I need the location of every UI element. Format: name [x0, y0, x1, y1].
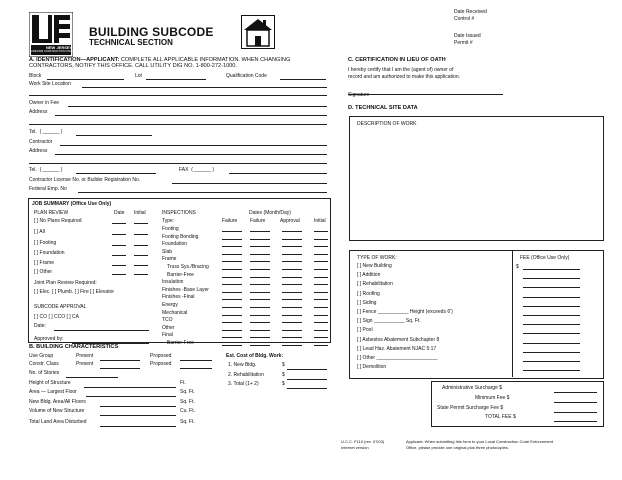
- applicant-note-1: Applicant: When submitting this form to your Local Construction Code Enforcement: [406, 439, 553, 444]
- contractor-field[interactable]: [60, 139, 327, 146]
- approval-header: Approval: [280, 218, 300, 224]
- inspection-entry-line[interactable]: [314, 292, 328, 293]
- constr-class-proposed-label: Proposed: [150, 361, 172, 367]
- type-of-work-item[interactable]: [ ] Fence ___________ Height (exceeds 6'): [357, 309, 453, 315]
- admin-surcharge-label: Administrative Surcharge $: [442, 385, 503, 391]
- inspection-entry-line[interactable]: [222, 254, 242, 255]
- owner-tel-label: [29, 129, 62, 135]
- fee-entry-line[interactable]: [523, 269, 580, 270]
- inspection-entry-line[interactable]: [250, 239, 270, 240]
- qualification-code-label: Qualification Code: [226, 73, 267, 79]
- plan-date-header: Date: [114, 210, 125, 216]
- admin-surcharge-field[interactable]: [554, 386, 597, 393]
- state-surcharge-field[interactable]: [554, 406, 597, 413]
- fee-entry-line[interactable]: [523, 324, 580, 325]
- plan-initial-line: [134, 223, 148, 224]
- inspection-item: Slab: [162, 248, 173, 255]
- use-group-present-label: Present: [76, 353, 94, 359]
- plan-review-item[interactable]: [ ] All: [34, 229, 45, 235]
- certification-text-2: record and am authorized to make this application.: [348, 74, 461, 80]
- plan-date-line: [112, 274, 126, 275]
- fee-entry-line[interactable]: [523, 333, 580, 334]
- inspection-entry-line[interactable]: [250, 322, 270, 323]
- inspection-entry-line[interactable]: [250, 345, 270, 346]
- height-unit: Ft.: [180, 380, 186, 386]
- plan-review-item[interactable]: [ ] Footing: [34, 240, 57, 246]
- no-of-stories-label: No. of Stories: [29, 370, 60, 376]
- contractor-tel-label: [29, 167, 62, 173]
- block-label: Block: [29, 73, 42, 79]
- inspection-entry-line[interactable]: [314, 261, 328, 262]
- total-fee-label: TOTAL FEE $: [485, 414, 516, 420]
- minimum-fee-field[interactable]: [554, 396, 597, 403]
- plan-initial-line: [134, 265, 148, 266]
- lot-field[interactable]: [146, 73, 206, 80]
- inspection-entry-line[interactable]: [222, 231, 242, 232]
- new-bldg-area-unit: Sq. Ft.: [180, 399, 195, 405]
- signature-field[interactable]: [348, 88, 503, 95]
- house-icon: [241, 15, 275, 49]
- section-a-instructions: COMPLETE ALL APPLICABLE INFORMATION. WHEN CHANGING: [120, 57, 291, 63]
- inspection-entry-line[interactable]: [222, 246, 242, 247]
- cost-rehab-field[interactable]: [287, 373, 327, 380]
- inspection-entry-line[interactable]: [222, 284, 242, 285]
- inspection-entry-line[interactable]: [222, 322, 242, 323]
- license-no-field[interactable]: [172, 177, 327, 184]
- inspection-item: Final: [162, 332, 173, 339]
- total-land-area-label: Total Land Area Disturbed: [29, 419, 87, 425]
- work-site-location-field[interactable]: [82, 81, 327, 88]
- approval-date-label: Date:: [34, 323, 46, 329]
- failure-header-1: Failure: [222, 218, 238, 224]
- inspection-entry-line[interactable]: [282, 261, 302, 262]
- qualification-code-field[interactable]: [280, 73, 326, 80]
- date-received-label: Date Received: [454, 9, 487, 15]
- fee-entry-line[interactable]: [523, 278, 580, 279]
- inspections-heading: INSPECTIONS: [162, 210, 196, 216]
- owner-tel-text: Tel.: [29, 129, 37, 135]
- fee-entry-line[interactable]: [523, 306, 580, 307]
- inspection-item: Footing Bonding: [162, 233, 199, 240]
- plan-initial-line: [134, 234, 148, 235]
- contractor-tel-area: ( ______ ): [39, 167, 63, 173]
- fee-entry-line[interactable]: [523, 315, 580, 316]
- inspection-entry-line[interactable]: [282, 292, 302, 293]
- inspection-entry-line[interactable]: [222, 315, 242, 316]
- inspection-item: Finishes -Base Layer: [162, 286, 209, 293]
- fax-area: ( ______ ): [191, 167, 215, 173]
- inspection-entry-line[interactable]: [314, 269, 328, 270]
- section-d-heading: D. TECHNICAL SITE DATA: [348, 105, 418, 111]
- inspection-entry-line[interactable]: [250, 337, 270, 338]
- no-of-stories-field[interactable]: [66, 371, 118, 378]
- inspection-entry-line[interactable]: [222, 269, 242, 270]
- initial-header: Initial: [314, 218, 326, 224]
- license-no-label: Contractor License No. or Builder Registration No.: [29, 177, 141, 183]
- fee-dollar: $: [516, 264, 519, 270]
- inspection-entry-line[interactable]: [250, 277, 270, 278]
- inspection-entry-line[interactable]: [250, 284, 270, 285]
- inspection-entry-line[interactable]: [250, 292, 270, 293]
- lot-label: Lot: [135, 73, 142, 79]
- fax-label: [179, 167, 214, 173]
- certification-text-1: I hereby certify that I am the (agent of) owner of: [348, 67, 454, 73]
- inspection-entry-line[interactable]: [314, 299, 328, 300]
- inspection-entry-line[interactable]: [282, 239, 302, 240]
- inspection-entry-line[interactable]: [250, 299, 270, 300]
- new-bldg-area-label: New Bldg. Area/All Floors: [29, 399, 86, 405]
- inspection-item: Insulation: [162, 279, 184, 286]
- signature-label: Signature: [348, 92, 370, 98]
- inspection-entry-line[interactable]: [250, 307, 270, 308]
- inspection-item: Mechanical: [162, 309, 188, 316]
- owner-in-fee-field[interactable]: [68, 100, 327, 107]
- inspection-entry-line[interactable]: [314, 277, 328, 278]
- cost-total-field[interactable]: [287, 382, 327, 389]
- fee-entry-line[interactable]: [523, 297, 580, 298]
- inspection-item: Foundation: [162, 241, 188, 248]
- work-site-location-label: Work Site Location: [29, 81, 71, 87]
- fax-text: FAX: [179, 167, 189, 173]
- inspection-entry-line[interactable]: [222, 337, 242, 338]
- inspection-entry-line[interactable]: [282, 299, 302, 300]
- plan-initial-header: Initial: [134, 210, 146, 216]
- contractor-address-label: Address: [29, 148, 48, 154]
- fee-divider: [512, 250, 513, 377]
- contractor-tel-text: Tel.: [29, 167, 37, 173]
- cost-new-bldg-field[interactable]: [287, 363, 327, 370]
- cost-dollar-1: $: [282, 362, 285, 368]
- fee-entry-line[interactable]: [523, 287, 580, 288]
- volume-unit: Cu. Ft.: [180, 408, 196, 414]
- inspection-entry-line[interactable]: [314, 239, 328, 240]
- inspection-entry-line[interactable]: [282, 277, 302, 278]
- plan-date-line: [112, 265, 126, 266]
- section-c-heading: C. CERTIFICATION IN LIEU OF OATH: [348, 57, 446, 63]
- inspection-entry-line[interactable]: [282, 254, 302, 255]
- applicant-note-2: Office, please provide one original plus three photocopies.: [406, 445, 509, 450]
- inspection-item: Other: [162, 324, 175, 331]
- inspection-entry-line[interactable]: [314, 322, 328, 323]
- inspection-entry-line[interactable]: [314, 330, 328, 331]
- approval-date-field[interactable]: [54, 324, 149, 331]
- inspection-entry-line[interactable]: [222, 330, 242, 331]
- type-of-work-item[interactable]: [ ] New Building: [357, 263, 392, 269]
- constr-class-label: Constr. Class: [29, 361, 59, 367]
- fax-field[interactable]: [229, 167, 327, 174]
- inspection-entry-line[interactable]: [222, 261, 242, 262]
- section-a-instructions-line2: CONTRACTORS, NOTIFY THIS OFFICE. CALL UTILITY DIG NO. 1-800-272-1000.: [29, 63, 237, 69]
- inspection-entry-line[interactable]: [282, 345, 302, 346]
- inspection-entry-line[interactable]: [314, 231, 328, 232]
- area-largest-floor-field[interactable]: [86, 390, 176, 397]
- plan-review-item[interactable]: [ ] Foundation: [34, 250, 65, 256]
- approved-by-field[interactable]: [72, 337, 149, 344]
- description-of-work-label: DESCRIPTION OF WORK: [357, 121, 417, 127]
- inspection-item: Barrier-Free: [167, 271, 194, 278]
- total-land-area-field[interactable]: [100, 420, 176, 427]
- work-site-location-field-2[interactable]: [29, 89, 327, 96]
- plan-date-line: [112, 245, 126, 246]
- inspection-entry-line[interactable]: [250, 254, 270, 255]
- fee-entry-line[interactable]: [523, 343, 580, 344]
- inspection-item: Barrier-Free: [167, 340, 194, 346]
- inspection-entry-line[interactable]: [282, 315, 302, 316]
- type-of-work-item[interactable]: [ ] Asbestos Abatement Subchapter 8: [357, 336, 440, 343]
- contractor-label: Contractor: [29, 139, 53, 145]
- inspection-entry-line[interactable]: [222, 307, 242, 308]
- block-field[interactable]: [47, 73, 124, 80]
- dates-month-day-header: Dates (Month/Day): [249, 210, 291, 216]
- approved-by-label: Approved by:: [34, 336, 64, 342]
- inspection-item: Footing: [162, 226, 179, 232]
- description-of-work-box[interactable]: [349, 116, 604, 241]
- owner-in-fee-label: Owner in Fee: [29, 100, 60, 106]
- new-bldg-area-field[interactable]: [100, 400, 176, 407]
- type-of-work-item[interactable]: [ ] Pool: [357, 327, 373, 334]
- inspection-entry-line[interactable]: [314, 254, 328, 255]
- form-title: BUILDING SUBCODE: [89, 25, 214, 39]
- plan-date-line: [112, 223, 126, 224]
- contractor-tel-field[interactable]: [76, 167, 156, 174]
- inspection-entry-line[interactable]: [250, 315, 270, 316]
- inspection-entry-line[interactable]: [282, 322, 302, 323]
- section-a-title: A. IDENTIFICATION—APPLICANT:: [29, 57, 120, 63]
- inspection-entry-line[interactable]: [222, 292, 242, 293]
- inspection-item: Energy: [162, 302, 178, 308]
- state-surcharge-label: State Permit Surcharge Fee $: [437, 405, 504, 411]
- inspection-entry-line[interactable]: [222, 299, 242, 300]
- plan-review-heading: PLAN REVIEW: [34, 210, 69, 216]
- est-cost-heading: Est. Cost of Bldg. Work:: [226, 353, 284, 359]
- inspection-item: TCO: [162, 317, 173, 324]
- inspection-entry-line[interactable]: [314, 284, 328, 285]
- owner-tel-field[interactable]: [76, 129, 152, 136]
- form-number: U.C.C. F110 (rev. 07/03): [341, 439, 385, 444]
- constr-class-proposed-field[interactable]: [180, 362, 212, 369]
- type-of-work-item[interactable]: [ ] Lead Haz. Abatement NJAC 5:17: [357, 345, 437, 352]
- inspection-entry-line[interactable]: [222, 239, 242, 240]
- volume-label: Volume of New Structure: [29, 408, 85, 414]
- area-largest-floor-label: Area — Largest Floor: [29, 389, 77, 395]
- cost-item-new-bldg: 1. New Bldg.: [228, 362, 257, 368]
- constr-class-present-label: Present: [76, 361, 94, 367]
- inspection-entry-line[interactable]: [282, 307, 302, 308]
- inspection-entry-line[interactable]: [222, 345, 242, 346]
- type-of-work-item[interactable]: [ ] Sign ___________ Sq. Ft.: [357, 318, 421, 325]
- type-of-work-item[interactable]: [ ] Other ______________________: [357, 355, 438, 361]
- logo-text: NEW JERSEY: [46, 45, 73, 50]
- type-of-work-item[interactable]: [ ] Siding: [357, 299, 377, 306]
- plan-initial-line: [134, 274, 148, 275]
- plan-review-item[interactable]: [ ] Other: [34, 269, 53, 275]
- inspection-entry-line[interactable]: [222, 277, 242, 278]
- fee-entry-line[interactable]: [523, 361, 580, 362]
- federal-emp-no-field[interactable]: [78, 186, 327, 193]
- height-of-structure-field[interactable]: [84, 381, 176, 388]
- type-of-work-item[interactable]: [ ] Demolition: [357, 364, 387, 371]
- inspection-entry-line[interactable]: [314, 345, 328, 346]
- joint-plan-review-label: Joint Plan Review Required:: [34, 280, 97, 286]
- owner-address-field[interactable]: [55, 109, 327, 116]
- plan-initial-line: [134, 255, 148, 256]
- area-largest-floor-unit: Sq. Ft.: [180, 389, 195, 395]
- contractor-address-field[interactable]: [55, 148, 327, 155]
- fee-entry-line[interactable]: [523, 370, 580, 371]
- constr-class-present-field[interactable]: [100, 362, 140, 369]
- volume-field[interactable]: [100, 409, 176, 416]
- type-of-work-item[interactable]: [ ] Roofing: [357, 290, 380, 297]
- control-no-label: Control #: [454, 16, 475, 22]
- type-of-work-heading: TYPE OF WORK:: [357, 255, 397, 261]
- inspection-type-label: Type:: [162, 218, 175, 224]
- use-group-present-field[interactable]: [100, 354, 140, 361]
- subcode-approval-options[interactable]: [ ] CO [ ] CCO [ ] CA: [34, 314, 80, 320]
- inspection-entry-line[interactable]: [250, 261, 270, 262]
- inspection-entry-line[interactable]: [250, 246, 270, 247]
- logo-subtext: UNIFORM CONSTRUCTION CODE: [31, 50, 73, 53]
- inspection-item: Frame: [162, 256, 177, 263]
- use-group-label: Use Group: [29, 353, 54, 359]
- inspection-entry-line[interactable]: [314, 315, 328, 316]
- inspection-entry-line[interactable]: [282, 330, 302, 331]
- cost-dollar-3: $: [282, 381, 285, 387]
- plan-date-line: [112, 255, 126, 256]
- inspection-entry-line[interactable]: [282, 337, 302, 338]
- owner-address-label: Address: [29, 109, 48, 115]
- inspection-entry-line[interactable]: [250, 269, 270, 270]
- plan-initial-line: [134, 245, 148, 246]
- inspection-item: Finishes -Final: [162, 294, 195, 301]
- joint-plan-review-options[interactable]: [ ] Elec. [ ] Plumb. [ ] Fire [ ] Elevator: [34, 289, 115, 295]
- plan-review-item[interactable]: [ ] No Plans Required: [34, 218, 82, 224]
- federal-emp-no-label: Federal Emp. No: [29, 186, 67, 192]
- plan-date-line: [112, 234, 126, 235]
- use-group-proposed-field[interactable]: [180, 354, 212, 361]
- fee-entry-line[interactable]: [523, 352, 580, 353]
- inspection-entry-line[interactable]: [250, 330, 270, 331]
- permit-no-label: Permit #: [454, 40, 473, 46]
- contractor-address-field-2[interactable]: [29, 157, 327, 164]
- type-of-work-item[interactable]: [ ] Rehabilitation: [357, 281, 393, 288]
- inspection-entry-line[interactable]: [282, 231, 302, 232]
- fee-heading: FEE (Office Use Only): [520, 255, 570, 261]
- inspection-entry-line[interactable]: [250, 231, 270, 232]
- inspection-entry-line[interactable]: [314, 337, 328, 338]
- job-summary-heading: JOB SUMMARY (Office Use Only): [32, 201, 112, 207]
- inspection-entry-line[interactable]: [282, 284, 302, 285]
- inspection-entry-line[interactable]: [282, 246, 302, 247]
- type-of-work-item[interactable]: [ ] Addition: [357, 272, 381, 279]
- owner-tel-area: ( ______ ): [39, 129, 63, 135]
- minimum-fee-label: Minimum Fee $: [475, 395, 510, 401]
- total-land-area-unit: Sq. Ft.: [180, 419, 195, 425]
- section-b-heading: B. BUILDING CHARACTERISTICS: [29, 344, 119, 350]
- height-of-structure-label: Height of Structure: [29, 380, 71, 386]
- owner-address-field-2[interactable]: [29, 118, 327, 125]
- plan-review-item[interactable]: [ ] Frame: [34, 260, 55, 266]
- date-issued-label: Date Issued: [454, 33, 481, 39]
- inspection-entry-line[interactable]: [314, 307, 328, 308]
- use-group-proposed-label: Proposed: [150, 353, 172, 359]
- cost-dollar-2: $: [282, 372, 285, 378]
- failure-header-2: Failure: [250, 218, 266, 224]
- inspection-entry-line[interactable]: [314, 246, 328, 247]
- total-fee-field[interactable]: [554, 415, 597, 422]
- subcode-approval-heading: SUBCODE APPROVAL: [34, 304, 87, 310]
- cost-item-total: 3. Total (1+ 2): [228, 381, 259, 387]
- inspection-item: Truss Sys./Bracing: [167, 264, 209, 270]
- inspection-entry-line[interactable]: [282, 269, 302, 270]
- cost-item-rehab: 2. Rehabilitation: [228, 372, 264, 378]
- internet-version: Internet version: [341, 445, 369, 450]
- form-subtitle: TECHNICAL SECTION: [89, 38, 173, 47]
